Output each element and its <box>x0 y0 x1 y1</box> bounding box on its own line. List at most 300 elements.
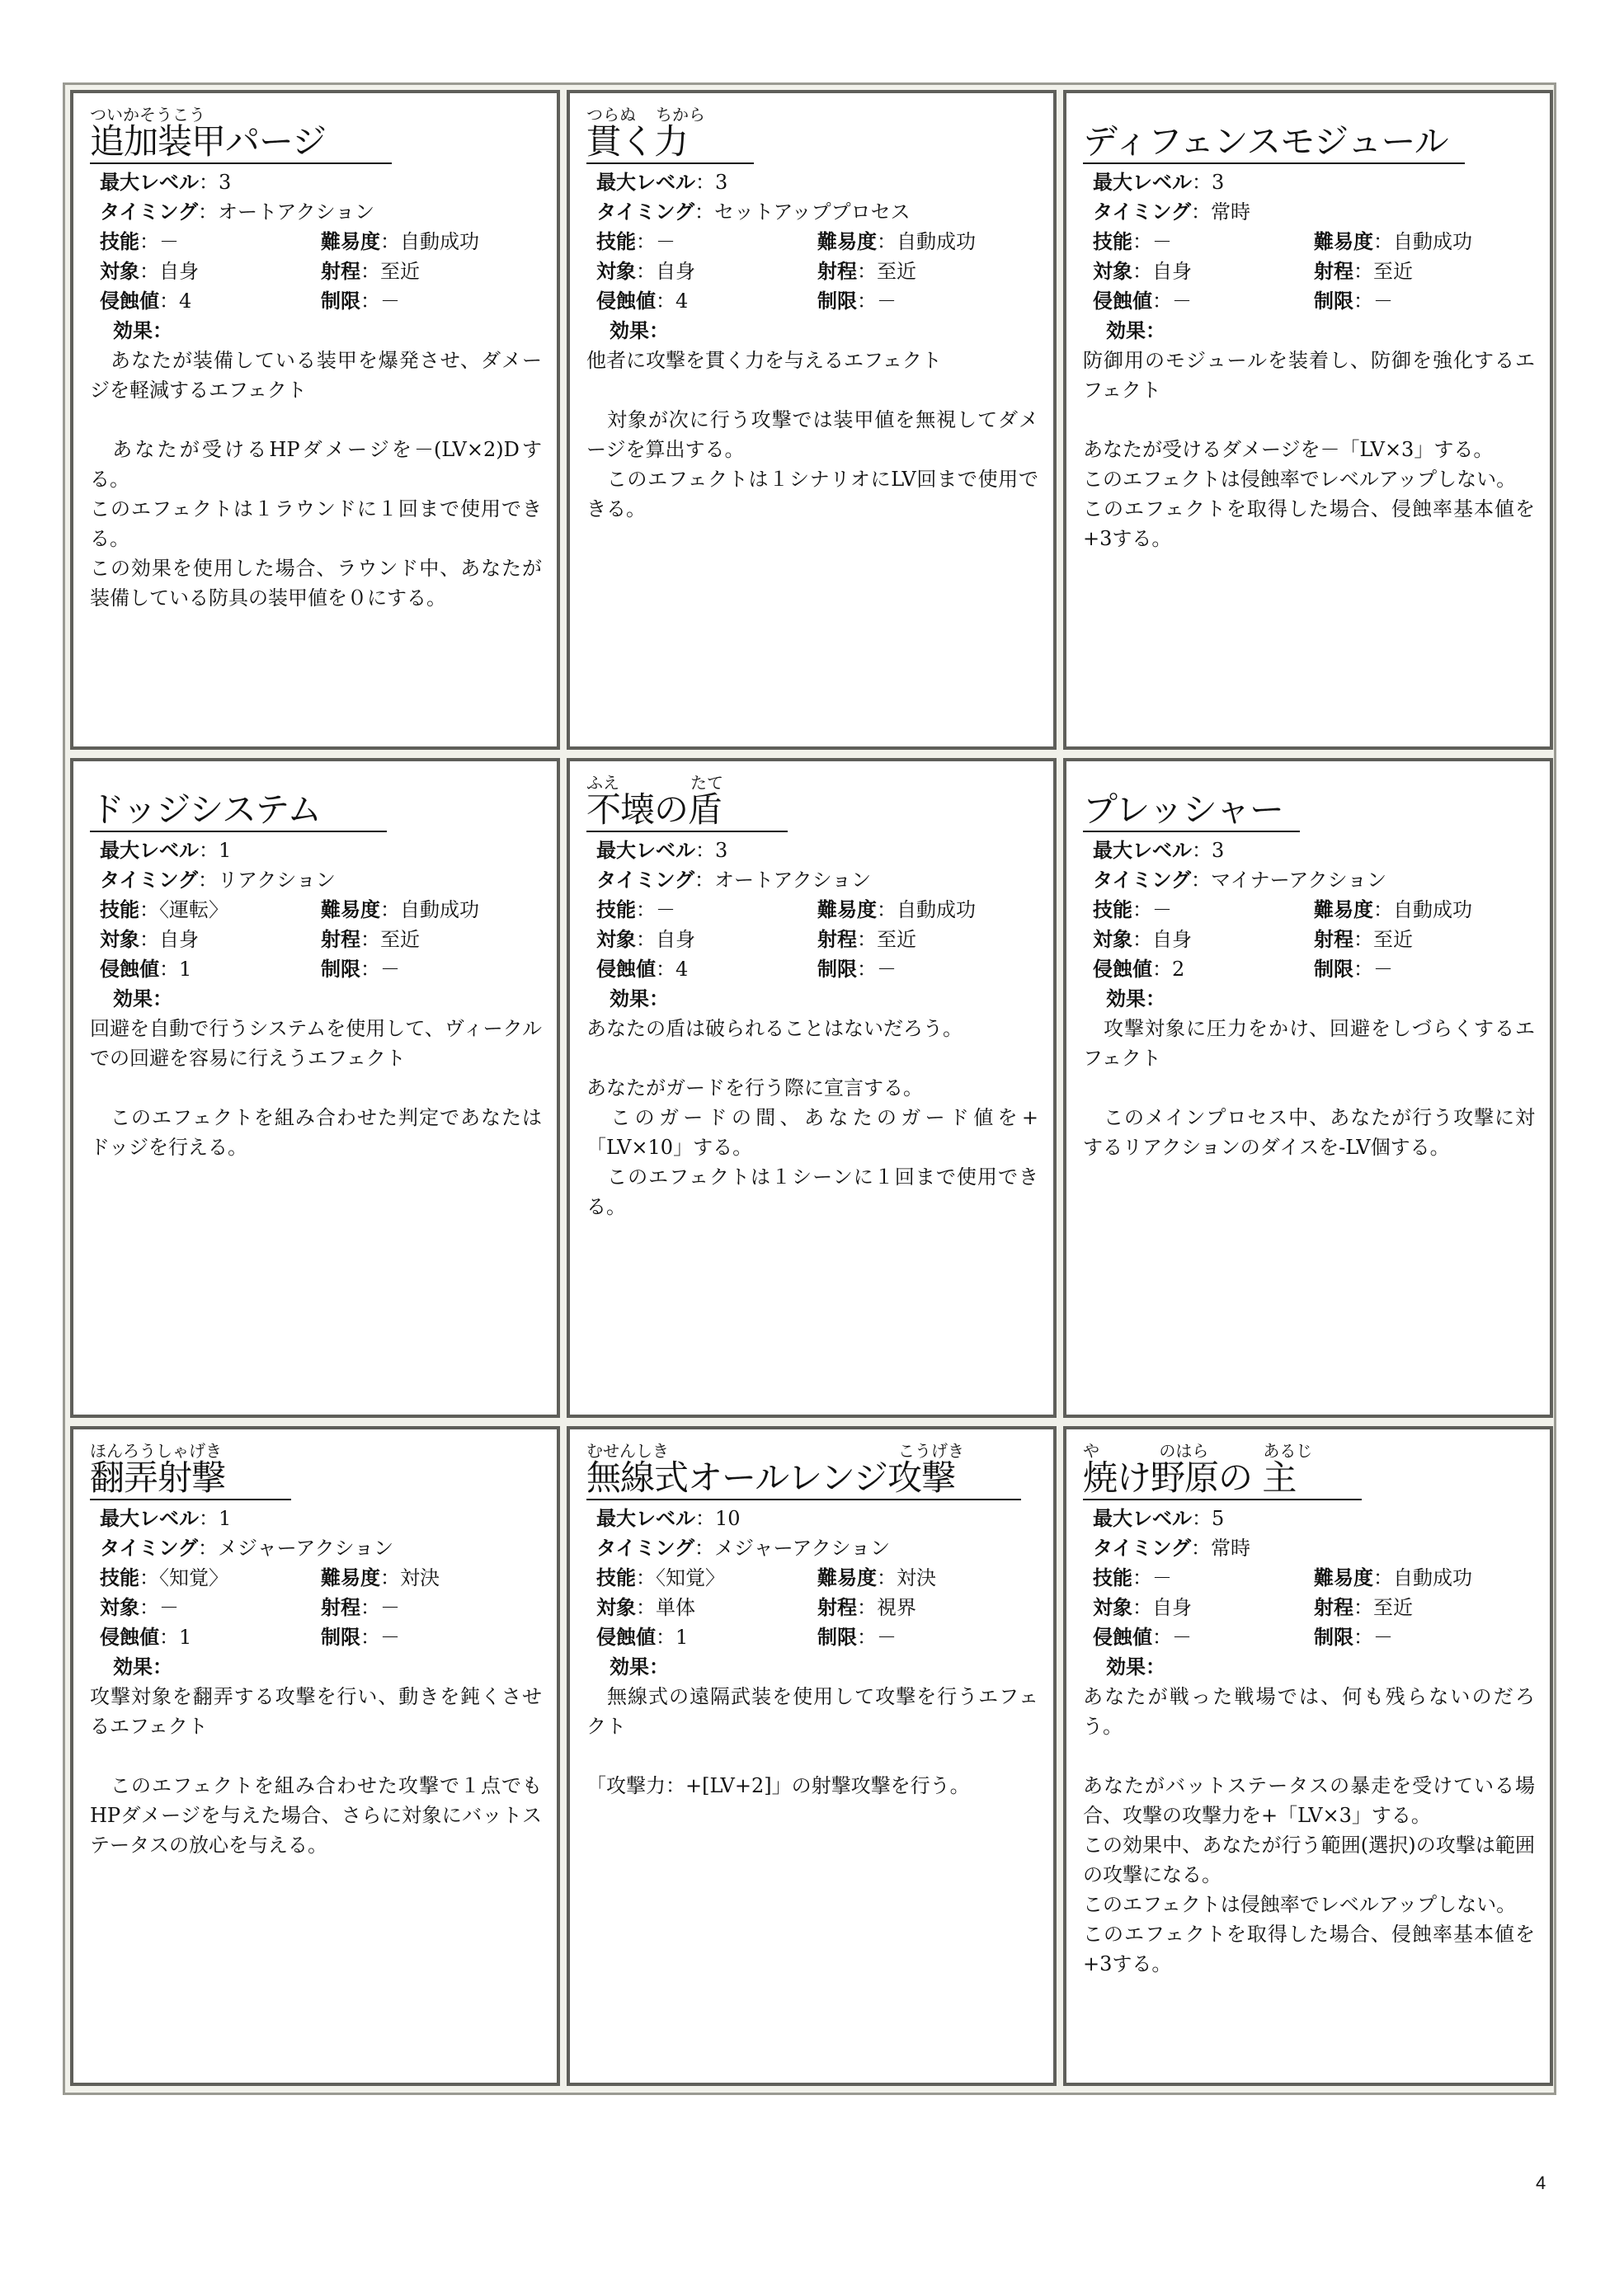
field-label: 難易度 <box>817 229 877 253</box>
field-label: 技能 <box>1093 1566 1132 1589</box>
separator: ： <box>857 928 877 951</box>
field-value: 自身 <box>1152 1596 1192 1619</box>
stat-block <box>1083 836 1535 984</box>
field-value: 1 <box>179 1626 192 1649</box>
effect-text: このエフェクトは１ラウンドに１回まで使用できる。 <box>90 497 542 550</box>
field-value: － <box>159 1596 179 1619</box>
field-label: 侵蝕値 <box>100 289 159 313</box>
separator: ： <box>695 839 715 862</box>
field-label: 技能 <box>596 897 636 921</box>
field-label: 射程 <box>321 259 360 283</box>
field-value: セットアッププロセス <box>714 200 911 224</box>
furigana: ついかそうこう <box>90 105 205 125</box>
field-value: 自動成功 <box>400 898 479 921</box>
field-value: 自身 <box>159 928 199 951</box>
field-value: 自動成功 <box>400 230 479 253</box>
separator: ： <box>695 1507 715 1530</box>
effect-heading: 効果： <box>1106 1655 1165 1679</box>
separator: ： <box>360 290 380 313</box>
separator: ： <box>1353 928 1373 951</box>
field-label: 最大レベル <box>596 170 695 194</box>
separator: ： <box>1353 958 1373 981</box>
separator: ： <box>877 230 897 253</box>
separator: ： <box>1132 1566 1152 1589</box>
field-label: 射程 <box>817 1595 857 1619</box>
effect-description <box>90 346 542 613</box>
field-value: 至近 <box>380 928 420 951</box>
card-header <box>586 93 1038 167</box>
separator: ： <box>139 1596 159 1619</box>
field-label: 技能 <box>1093 897 1132 921</box>
card-header <box>1083 1429 1535 1504</box>
effect-text: このガードの間、あなたのガード値を+「LV×10」する。 <box>586 1106 1038 1159</box>
field-label: タイミング <box>1093 200 1192 224</box>
field-value: 自身 <box>1152 928 1192 951</box>
effect-heading: 効果： <box>113 1655 172 1679</box>
field-label: 難易度 <box>321 229 380 253</box>
field-label: 技能 <box>596 229 636 253</box>
effect-text: このメインプロセス中、あなたが行う攻撃に対するリアクションのダイスを-LV個する。 <box>1083 1106 1535 1159</box>
field-label: 対象 <box>596 259 636 283</box>
separator: ： <box>636 898 656 921</box>
field-value: － <box>1373 1626 1393 1649</box>
effect-card <box>1063 90 1553 750</box>
separator: ： <box>1191 200 1212 224</box>
separator: ： <box>198 200 219 224</box>
field-value: 自身 <box>656 928 695 951</box>
separator: ： <box>877 898 897 921</box>
field-value: オートアクション <box>218 200 375 224</box>
effect-text: あなたが装備している装甲を爆発させ、ダメージを軽減するエフェクト <box>90 349 542 402</box>
separator: ： <box>1152 290 1172 313</box>
effect-title: 無線式オールレンジ攻撃 <box>586 1459 1021 1500</box>
field-label: 射程 <box>1314 927 1353 951</box>
field-value: － <box>877 1626 897 1649</box>
field-value: 4 <box>179 290 192 313</box>
field-value: 至近 <box>1373 1596 1413 1619</box>
separator: ： <box>857 290 877 313</box>
effect-card <box>1063 1426 1553 2086</box>
field-label: 難易度 <box>1314 897 1373 921</box>
field-value: 5 <box>1212 1507 1225 1530</box>
separator: ： <box>636 260 656 283</box>
field-value: 3 <box>715 171 728 194</box>
field-label: 難易度 <box>321 897 380 921</box>
effect-heading: 効果： <box>113 318 172 342</box>
stat-block <box>586 1504 1038 1652</box>
effect-heading: 効果： <box>610 318 669 342</box>
stat-block <box>586 836 1038 984</box>
field-value: － <box>1152 1566 1172 1589</box>
effect-title: 追加装甲パージ <box>90 123 392 164</box>
field-label: タイミング <box>100 868 199 892</box>
field-value: 〈知覚〉 <box>656 1566 725 1589</box>
effect-title: 翻弄射撃 <box>90 1459 291 1500</box>
stat-block <box>90 836 542 984</box>
card-header <box>90 761 542 836</box>
effect-description <box>1083 346 1535 553</box>
separator: ： <box>360 928 380 951</box>
effect-description <box>586 1682 1038 1801</box>
separator: ： <box>360 1626 380 1649</box>
field-label: 対象 <box>1093 259 1132 283</box>
furigana: つらぬ <box>586 105 636 125</box>
field-label: 最大レベル <box>1093 1506 1192 1530</box>
separator: ： <box>694 200 715 224</box>
field-label: 侵蝕値 <box>1093 289 1152 313</box>
field-value: 至近 <box>877 260 916 283</box>
separator: ： <box>1191 869 1212 892</box>
separator: ： <box>159 958 179 981</box>
field-value: 単体 <box>656 1596 695 1619</box>
field-label: タイミング <box>100 1536 199 1560</box>
effect-text: あなたが受けるダメージを－「LV×3」する。 <box>1083 438 1494 461</box>
field-value: 3 <box>715 839 728 862</box>
effect-title: ディフェンスモジュール <box>1083 123 1465 164</box>
effect-text: このエフェクトは侵蝕率でレベルアップしない。 <box>1083 1893 1517 1916</box>
effect-sheet <box>63 82 1556 2095</box>
separator: ： <box>1353 1596 1373 1619</box>
field-label: タイミング <box>1093 868 1192 892</box>
field-label: 制限 <box>817 1625 857 1649</box>
effect-text: 回避を自動で行うシステムを使用して、ヴィークルでの回避を容易に行えうエフェクト <box>90 1017 542 1070</box>
field-label: 対象 <box>100 927 139 951</box>
effect-text: あなたが受けるHPダメージを－(LV×2)Dする。 <box>90 438 542 491</box>
field-label: 制限 <box>321 957 360 981</box>
page-number: 4 <box>1536 2173 1546 2193</box>
stat-block <box>90 167 542 316</box>
card-header <box>586 761 1038 836</box>
separator: ： <box>1132 230 1152 253</box>
separator: ： <box>1152 1626 1172 1649</box>
field-value: 自動成功 <box>897 898 976 921</box>
field-label: 射程 <box>817 927 857 951</box>
field-label: 難易度 <box>321 1566 380 1589</box>
separator: ： <box>1192 1507 1212 1530</box>
field-label: 対象 <box>100 259 139 283</box>
effect-heading: 効果： <box>113 986 172 1010</box>
furigana: や <box>1083 1441 1099 1461</box>
card-header <box>90 93 542 167</box>
separator: ： <box>360 260 380 283</box>
effect-text: 防御用のモジュールを装着し、防御を強化するエフェクト <box>1083 349 1535 402</box>
effect-text: あなたがバットステータスの暴走を受けている場合、攻撃の攻撃力を+「LV×3」する。 <box>1083 1774 1535 1827</box>
field-label: 最大レベル <box>100 838 199 862</box>
separator: ： <box>656 1626 675 1649</box>
field-label: 制限 <box>1314 1625 1353 1649</box>
blank-line <box>586 1741 1038 1771</box>
field-label: 侵蝕値 <box>596 1625 656 1649</box>
separator: ： <box>198 1537 219 1560</box>
field-label: 最大レベル <box>596 838 695 862</box>
field-label: 侵蝕値 <box>596 289 656 313</box>
field-value: － <box>380 958 400 981</box>
field-value: 自動成功 <box>1393 898 1472 921</box>
field-value: 1 <box>219 1507 232 1530</box>
effect-text: 対象が次に行う攻撃では装甲値を無視してダメージを算出する。 <box>586 408 1038 461</box>
field-value: 対決 <box>400 1566 440 1589</box>
stat-block <box>1083 167 1535 316</box>
separator: ： <box>1192 171 1212 194</box>
field-value: メジャーアクション <box>714 1537 891 1560</box>
field-label: 難易度 <box>817 1566 877 1589</box>
field-label: 最大レベル <box>1093 170 1192 194</box>
field-value: 10 <box>715 1507 741 1530</box>
separator: ： <box>857 1596 877 1619</box>
field-label: 射程 <box>817 259 857 283</box>
field-label: 対象 <box>596 927 636 951</box>
field-value: 至近 <box>380 260 420 283</box>
field-value: 至近 <box>1373 260 1413 283</box>
field-value: － <box>159 230 179 253</box>
field-label: 侵蝕値 <box>1093 957 1152 981</box>
field-label: 制限 <box>1314 957 1353 981</box>
field-value: － <box>1152 230 1172 253</box>
blank-line <box>586 375 1038 405</box>
effect-description <box>586 346 1038 524</box>
field-label: 射程 <box>321 927 360 951</box>
blank-line <box>90 1073 542 1103</box>
separator: ： <box>1353 260 1373 283</box>
effect-text: この効果中、あなたが行う範囲(選択)の攻撃は範囲の攻撃になる。 <box>1083 1834 1535 1886</box>
field-value: オートアクション <box>714 869 872 892</box>
field-label: 侵蝕値 <box>596 957 656 981</box>
field-label: タイミング <box>596 868 695 892</box>
field-value: 4 <box>675 290 689 313</box>
separator: ： <box>1191 1537 1212 1560</box>
effect-text: 無線式の遠隔武装を使用して攻撃を行うエフェクト <box>586 1685 1038 1738</box>
field-value: 〈知覚〉 <box>159 1566 228 1589</box>
separator: ： <box>159 290 179 313</box>
separator: ： <box>694 869 715 892</box>
separator: ： <box>857 260 877 283</box>
furigana: ほんろうしゃげき <box>90 1441 222 1461</box>
effect-title: 焼け野原の 主 <box>1083 1459 1362 1500</box>
effect-text: あなたがガードを行う際に宣言する。 <box>586 1076 923 1099</box>
field-label: 技能 <box>100 229 139 253</box>
field-label: タイミング <box>596 200 695 224</box>
field-label: 難易度 <box>817 897 877 921</box>
field-value: 3 <box>219 171 232 194</box>
effect-heading: 効果： <box>1106 986 1165 1010</box>
field-label: 制限 <box>817 289 857 313</box>
field-value: 至近 <box>877 928 916 951</box>
furigana: ちから <box>656 105 705 125</box>
separator: ： <box>139 260 159 283</box>
field-value: メジャーアクション <box>218 1537 394 1560</box>
effect-description <box>90 1682 542 1860</box>
card-header <box>1083 93 1535 167</box>
effect-title: 貫く力 <box>586 123 754 164</box>
field-value: － <box>877 958 897 981</box>
field-value: 1 <box>219 839 232 862</box>
separator: ： <box>1192 839 1212 862</box>
blank-line <box>1083 405 1535 435</box>
separator: ： <box>1132 898 1152 921</box>
effect-heading: 効果： <box>610 986 669 1010</box>
effect-description <box>1083 1682 1535 1979</box>
effect-card <box>70 90 560 750</box>
effect-text: このエフェクトは１シーンに１回まで使用できる。 <box>586 1165 1038 1218</box>
field-value: 自動成功 <box>1393 230 1472 253</box>
effect-text: このエフェクトは１シナリオにLV回まで使用できる。 <box>586 468 1038 520</box>
card-header <box>90 1429 542 1504</box>
separator: ： <box>636 928 656 951</box>
field-value: － <box>380 290 400 313</box>
stat-block <box>586 167 1038 316</box>
field-label: 難易度 <box>1314 1566 1373 1589</box>
field-label: 制限 <box>321 1625 360 1649</box>
separator: ： <box>139 230 159 253</box>
field-value: 自動成功 <box>897 230 976 253</box>
field-value: マイナーアクション <box>1211 869 1387 892</box>
effect-text: あなたの盾は破られることはないだろう。 <box>586 1017 963 1040</box>
separator: ： <box>1353 290 1373 313</box>
field-value: 対決 <box>897 1566 936 1589</box>
blank-line <box>586 1043 1038 1073</box>
effect-card <box>567 758 1057 1418</box>
separator: ： <box>1132 260 1152 283</box>
separator: ： <box>380 230 400 253</box>
field-value: 1 <box>179 958 192 981</box>
separator: ： <box>199 171 219 194</box>
field-label: 制限 <box>1314 289 1353 313</box>
blank-line <box>1083 1741 1535 1771</box>
field-label: 射程 <box>1314 1595 1353 1619</box>
effect-card <box>70 1426 560 2086</box>
field-value: － <box>656 898 675 921</box>
field-value: 2 <box>1172 958 1185 981</box>
separator: ： <box>159 1626 179 1649</box>
separator: ： <box>1373 898 1393 921</box>
field-value: － <box>1373 290 1393 313</box>
separator: ： <box>857 1626 877 1649</box>
field-value: リアクション <box>218 869 336 892</box>
effect-card <box>1063 758 1553 1418</box>
field-label: 技能 <box>1093 229 1132 253</box>
field-value: － <box>380 1596 400 1619</box>
separator: ： <box>1373 230 1393 253</box>
separator: ： <box>1132 1596 1152 1619</box>
field-label: 対象 <box>596 1595 636 1619</box>
field-value: 自身 <box>159 260 199 283</box>
separator: ： <box>1152 958 1172 981</box>
field-value: 自身 <box>656 260 695 283</box>
effect-title: ドッジシステム <box>90 791 387 832</box>
stat-block <box>1083 1504 1535 1652</box>
effect-text: 攻撃対象に圧力をかけ、回避をしづらくするエフェクト <box>1083 1017 1535 1070</box>
field-label: 侵蝕値 <box>100 957 159 981</box>
separator: ： <box>199 1507 219 1530</box>
effect-text: 攻撃対象を翻弄する攻撃を行い、動きを鈍くさせるエフェクト <box>90 1685 542 1738</box>
field-value: － <box>380 1626 400 1649</box>
blank-line <box>90 405 542 435</box>
card-header <box>1083 761 1535 836</box>
field-label: 最大レベル <box>100 1506 199 1530</box>
effect-text: このエフェクトを取得した場合、侵蝕率基本値を+3する。 <box>1083 1923 1535 1975</box>
effect-title: 不壊の盾 <box>586 791 788 832</box>
effect-card <box>70 758 560 1418</box>
effect-description <box>1083 1014 1535 1162</box>
field-value: 自動成功 <box>1393 1566 1472 1589</box>
field-label: 制限 <box>817 957 857 981</box>
field-value: － <box>877 290 897 313</box>
field-label: 侵蝕値 <box>100 1625 159 1649</box>
field-label: 侵蝕値 <box>1093 1625 1152 1649</box>
field-value: 視界 <box>877 1596 916 1619</box>
field-label: 対象 <box>1093 927 1132 951</box>
field-value: 自身 <box>1152 260 1192 283</box>
effect-heading: 効果： <box>610 1655 669 1679</box>
effect-text: このエフェクトを組み合わせた攻撃で１点でもHPダメージを与えた場合、さらに対象にバットステータスの放心を与える。 <box>90 1774 542 1857</box>
separator: ： <box>198 869 219 892</box>
furigana: こうげき <box>898 1441 964 1461</box>
separator: ： <box>360 1596 380 1619</box>
field-value: － <box>1172 1626 1192 1649</box>
separator: ： <box>360 958 380 981</box>
field-label: 最大レベル <box>100 170 199 194</box>
effect-text: このエフェクトは侵蝕率でレベルアップしない。 <box>1083 468 1517 491</box>
field-label: タイミング <box>596 1536 695 1560</box>
effect-text: 他者に攻撃を貫く力を与えるエフェクト <box>586 349 942 372</box>
separator: ： <box>1132 928 1152 951</box>
field-label: 技能 <box>100 1566 139 1589</box>
separator: ： <box>199 839 219 862</box>
field-value: 3 <box>1212 839 1225 862</box>
separator: ： <box>1353 1626 1373 1649</box>
field-value: 1 <box>675 1626 689 1649</box>
field-value: 〈運転〉 <box>159 898 228 921</box>
field-value: 3 <box>1212 171 1225 194</box>
effect-heading: 効果： <box>1106 318 1165 342</box>
furigana: たて <box>690 773 723 793</box>
blank-line <box>90 1741 542 1771</box>
separator: ： <box>139 898 159 921</box>
separator: ： <box>380 1566 400 1589</box>
separator: ： <box>694 1537 715 1560</box>
field-label: 難易度 <box>1314 229 1373 253</box>
field-label: 技能 <box>100 897 139 921</box>
furigana: のはら <box>1159 1441 1209 1461</box>
field-value: － <box>1373 958 1393 981</box>
field-label: 最大レベル <box>596 1506 695 1530</box>
stat-block <box>90 1504 542 1652</box>
separator: ： <box>636 1566 656 1589</box>
furigana: ふえ <box>586 773 619 793</box>
separator: ： <box>1373 1566 1393 1589</box>
furigana: あるじ <box>1263 1441 1313 1461</box>
separator: ： <box>139 928 159 951</box>
furigana: むせんしき <box>586 1441 669 1461</box>
field-label: タイミング <box>100 200 199 224</box>
separator: ： <box>139 1566 159 1589</box>
effect-card <box>567 90 1057 750</box>
field-label: 技能 <box>596 1566 636 1589</box>
field-label: 制限 <box>321 289 360 313</box>
field-value: 常時 <box>1211 200 1251 224</box>
field-value: 常時 <box>1211 1537 1251 1560</box>
separator: ： <box>695 171 715 194</box>
field-value: 4 <box>675 958 689 981</box>
separator: ： <box>857 958 877 981</box>
field-value: － <box>1172 290 1192 313</box>
field-label: 対象 <box>100 1595 139 1619</box>
separator: ： <box>877 1566 897 1589</box>
separator: ： <box>636 1596 656 1619</box>
effect-text: 「攻撃力：+[LV+2]」の射撃攻撃を行う。 <box>586 1774 970 1797</box>
field-label: 射程 <box>1314 259 1353 283</box>
effect-description <box>90 1014 542 1162</box>
